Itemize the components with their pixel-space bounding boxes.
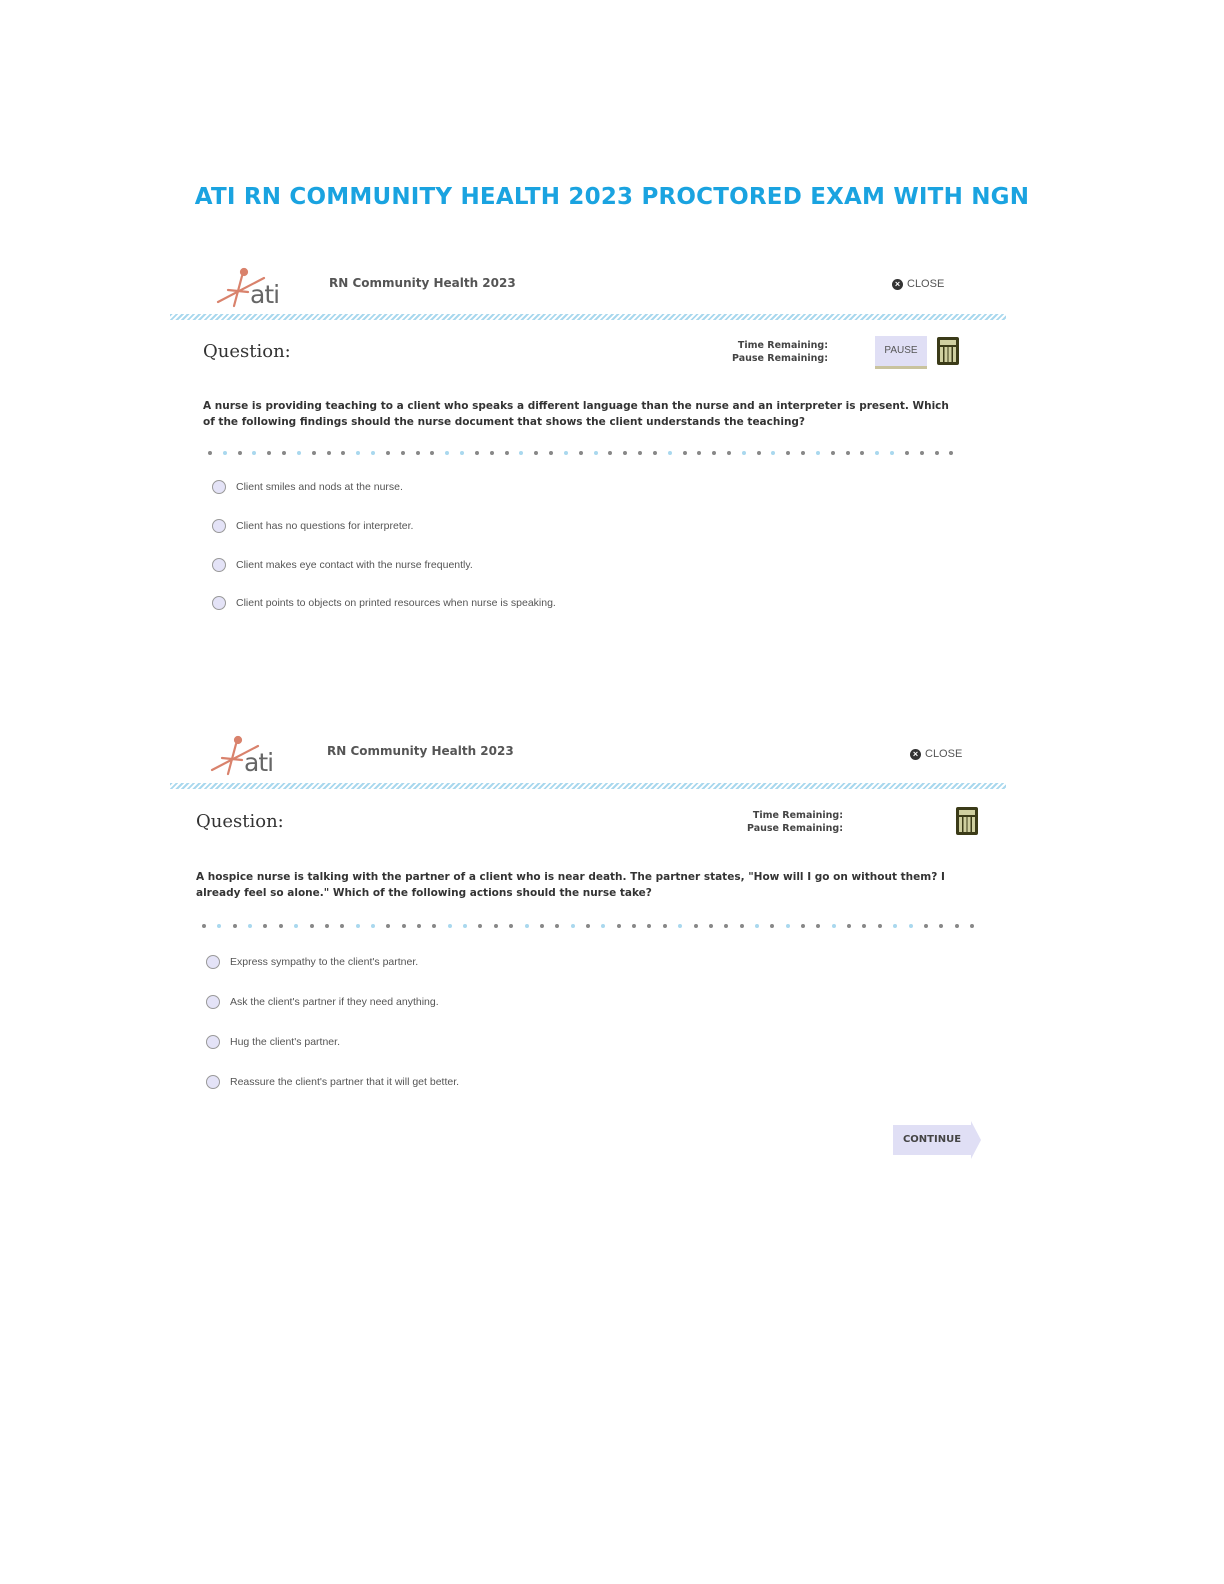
divider-dot	[586, 924, 590, 928]
divider-dot	[724, 924, 728, 928]
divider-dot	[327, 451, 331, 455]
answer-option[interactable]	[206, 995, 439, 1009]
divider-dot	[935, 451, 939, 455]
divider-dot	[816, 451, 820, 455]
divider-dot	[955, 924, 959, 928]
radio-button[interactable]	[212, 480, 226, 494]
timers	[710, 339, 828, 365]
divider-dot	[356, 451, 360, 455]
option-text: Reassure the client's partner that it will get better.	[230, 1076, 460, 1088]
option-text: Client points to objects on printed resources when nurse is speaking.	[236, 597, 556, 609]
divider-dot	[683, 451, 687, 455]
radio-button[interactable]	[212, 558, 226, 572]
divider-dot	[663, 924, 667, 928]
divider-dot	[970, 924, 974, 928]
answer-option[interactable]	[212, 558, 473, 572]
close-icon: ×	[910, 749, 921, 760]
option-text: Client smiles and nods at the nurse.	[236, 481, 403, 493]
option-text: Ask the client's partner if they need anything.	[230, 996, 439, 1008]
pause-remaining-label: Pause Remaining:	[732, 353, 828, 364]
divider-dot	[248, 924, 252, 928]
divider-dot	[862, 924, 866, 928]
divider-dot	[460, 451, 464, 455]
question-stem: A nurse is providing teaching to a client who speaks a different language than the nurse and an interpreter is present. Which of the following findings should the nurse document that shows the client understands the teaching?	[203, 400, 949, 428]
divider-dot	[623, 451, 627, 455]
close-button[interactable]	[892, 278, 944, 290]
divider-dot	[564, 451, 568, 455]
divider-dot	[860, 451, 864, 455]
divider-dot	[519, 451, 523, 455]
divider-dot	[371, 924, 375, 928]
answer-option[interactable]	[212, 480, 403, 494]
divider-dot	[356, 924, 360, 928]
divider-dot	[448, 924, 452, 928]
divider-dot	[770, 924, 774, 928]
divider-dot	[924, 924, 928, 928]
divider-dot	[238, 451, 242, 455]
option-text: Client makes eye contact with the nurse frequently.	[236, 559, 473, 571]
time-remaining-label: Time Remaining:	[752, 810, 843, 821]
divider-dot	[386, 451, 390, 455]
dotted-divider	[208, 451, 954, 455]
divider-dot	[757, 451, 761, 455]
logo-text: ati	[250, 280, 280, 309]
divider-dot	[223, 451, 227, 455]
divider-dot	[847, 924, 851, 928]
divider-dot	[505, 451, 509, 455]
course-title: RN Community Health 2023	[327, 744, 514, 758]
dotted-divider	[202, 924, 974, 928]
divider-dot	[494, 924, 498, 928]
calculator-icon[interactable]	[956, 807, 978, 835]
divider-dot	[267, 451, 271, 455]
answer-option[interactable]	[206, 1075, 459, 1089]
divider-dot	[939, 924, 943, 928]
divider-dot	[638, 451, 642, 455]
divider-dot	[647, 924, 651, 928]
close-label: CLOSE	[907, 278, 945, 290]
divider-dot	[445, 451, 449, 455]
divider-dot	[890, 451, 894, 455]
divider-dot	[263, 924, 267, 928]
timers	[725, 809, 843, 835]
divider-dot	[525, 924, 529, 928]
divider-dot	[325, 924, 329, 928]
divider-dot	[893, 924, 897, 928]
divider-dot	[571, 924, 575, 928]
divider-dot	[786, 924, 790, 928]
radio-button[interactable]	[206, 1035, 220, 1049]
divider-dot	[310, 924, 314, 928]
divider-dot	[371, 451, 375, 455]
question-label: Question:	[203, 341, 291, 362]
divider-dot	[594, 451, 598, 455]
divider-dot	[832, 924, 836, 928]
close-label: CLOSE	[925, 748, 963, 760]
divider-dot	[801, 924, 805, 928]
pause-remaining-label: Pause Remaining:	[747, 823, 843, 834]
divider-dot	[727, 451, 731, 455]
close-icon: ×	[892, 279, 903, 290]
divider-dot	[540, 924, 544, 928]
divider-dot	[534, 451, 538, 455]
ati-logo	[208, 734, 288, 784]
divider-dot	[949, 451, 953, 455]
divider-dot	[678, 924, 682, 928]
divider-dot	[282, 451, 286, 455]
ati-logo	[214, 266, 294, 316]
divider-dot	[402, 924, 406, 928]
header-divider	[170, 314, 1006, 320]
divider-dot	[601, 924, 605, 928]
divider-dot	[549, 451, 553, 455]
divider-dot	[294, 924, 298, 928]
divider-dot	[432, 924, 436, 928]
continue-button[interactable]	[893, 1121, 981, 1153]
divider-dot	[909, 924, 913, 928]
divider-dot	[312, 451, 316, 455]
divider-dot	[653, 451, 657, 455]
divider-dot	[417, 924, 421, 928]
option-text: Hug the client's partner.	[230, 1036, 340, 1048]
divider-dot	[297, 451, 301, 455]
divider-dot	[786, 451, 790, 455]
divider-dot	[490, 451, 494, 455]
header-divider	[170, 783, 1006, 789]
pause-button[interactable]: PAUSE	[875, 336, 927, 369]
divider-dot	[831, 451, 835, 455]
divider-dot	[608, 451, 612, 455]
divider-dot	[740, 924, 744, 928]
divider-dot	[694, 924, 698, 928]
divider-dot	[233, 924, 237, 928]
divider-dot	[217, 924, 221, 928]
question-stem: A hospice nurse is talking with the partner of a client who is near death. The partner states, "How will I go on without them? I already feel so alone." Which of the following actions should the nurse take?	[196, 871, 945, 899]
divider-dot	[478, 924, 482, 928]
divider-dot	[697, 451, 701, 455]
continue-label: CONTINUE	[902, 1134, 962, 1145]
answer-option[interactable]	[212, 596, 556, 610]
radio-button[interactable]	[206, 955, 220, 969]
divider-dot	[416, 451, 420, 455]
divider-dot	[755, 924, 759, 928]
radio-button[interactable]	[206, 1075, 220, 1089]
divider-dot	[712, 451, 716, 455]
calculator-icon[interactable]	[937, 337, 959, 365]
divider-dot	[401, 451, 405, 455]
divider-dot	[340, 924, 344, 928]
radio-button[interactable]	[206, 995, 220, 1009]
answer-option[interactable]	[206, 1035, 340, 1049]
exam-screen-2	[170, 734, 1006, 1164]
divider-dot	[463, 924, 467, 928]
divider-dot	[742, 451, 746, 455]
divider-dot	[801, 451, 805, 455]
divider-dot	[875, 451, 879, 455]
divider-dot	[208, 451, 212, 455]
divider-dot	[279, 924, 283, 928]
divider-dot	[252, 451, 256, 455]
answer-option[interactable]	[212, 519, 413, 533]
divider-dot	[555, 924, 559, 928]
logo-text: ati	[244, 748, 274, 777]
divider-dot	[920, 451, 924, 455]
course-title: RN Community Health 2023	[329, 276, 516, 290]
radio-button[interactable]	[212, 519, 226, 533]
divider-dot	[632, 924, 636, 928]
divider-dot	[905, 451, 909, 455]
divider-dot	[617, 924, 621, 928]
close-button[interactable]	[910, 748, 962, 760]
divider-dot	[430, 451, 434, 455]
divider-dot	[509, 924, 513, 928]
divider-dot	[816, 924, 820, 928]
divider-dot	[771, 451, 775, 455]
divider-dot	[878, 924, 882, 928]
divider-dot	[341, 451, 345, 455]
option-text: Client has no questions for interpreter.	[236, 520, 414, 532]
document-title: ATI RN COMMUNITY HEALTH 2023 PROCTORED EXAM WITH NGN	[194, 184, 1030, 210]
divider-dot	[668, 451, 672, 455]
exam-screen-1	[170, 266, 1006, 626]
divider-dot	[846, 451, 850, 455]
radio-button[interactable]	[212, 596, 226, 610]
divider-dot	[579, 451, 583, 455]
divider-dot	[202, 924, 206, 928]
divider-dot	[475, 451, 479, 455]
option-text: Express sympathy to the client's partner.	[230, 956, 419, 968]
question-label: Question:	[196, 811, 284, 832]
divider-dot	[709, 924, 713, 928]
time-remaining-label: Time Remaining:	[737, 340, 828, 351]
divider-dot	[386, 924, 390, 928]
answer-option[interactable]	[206, 955, 418, 969]
